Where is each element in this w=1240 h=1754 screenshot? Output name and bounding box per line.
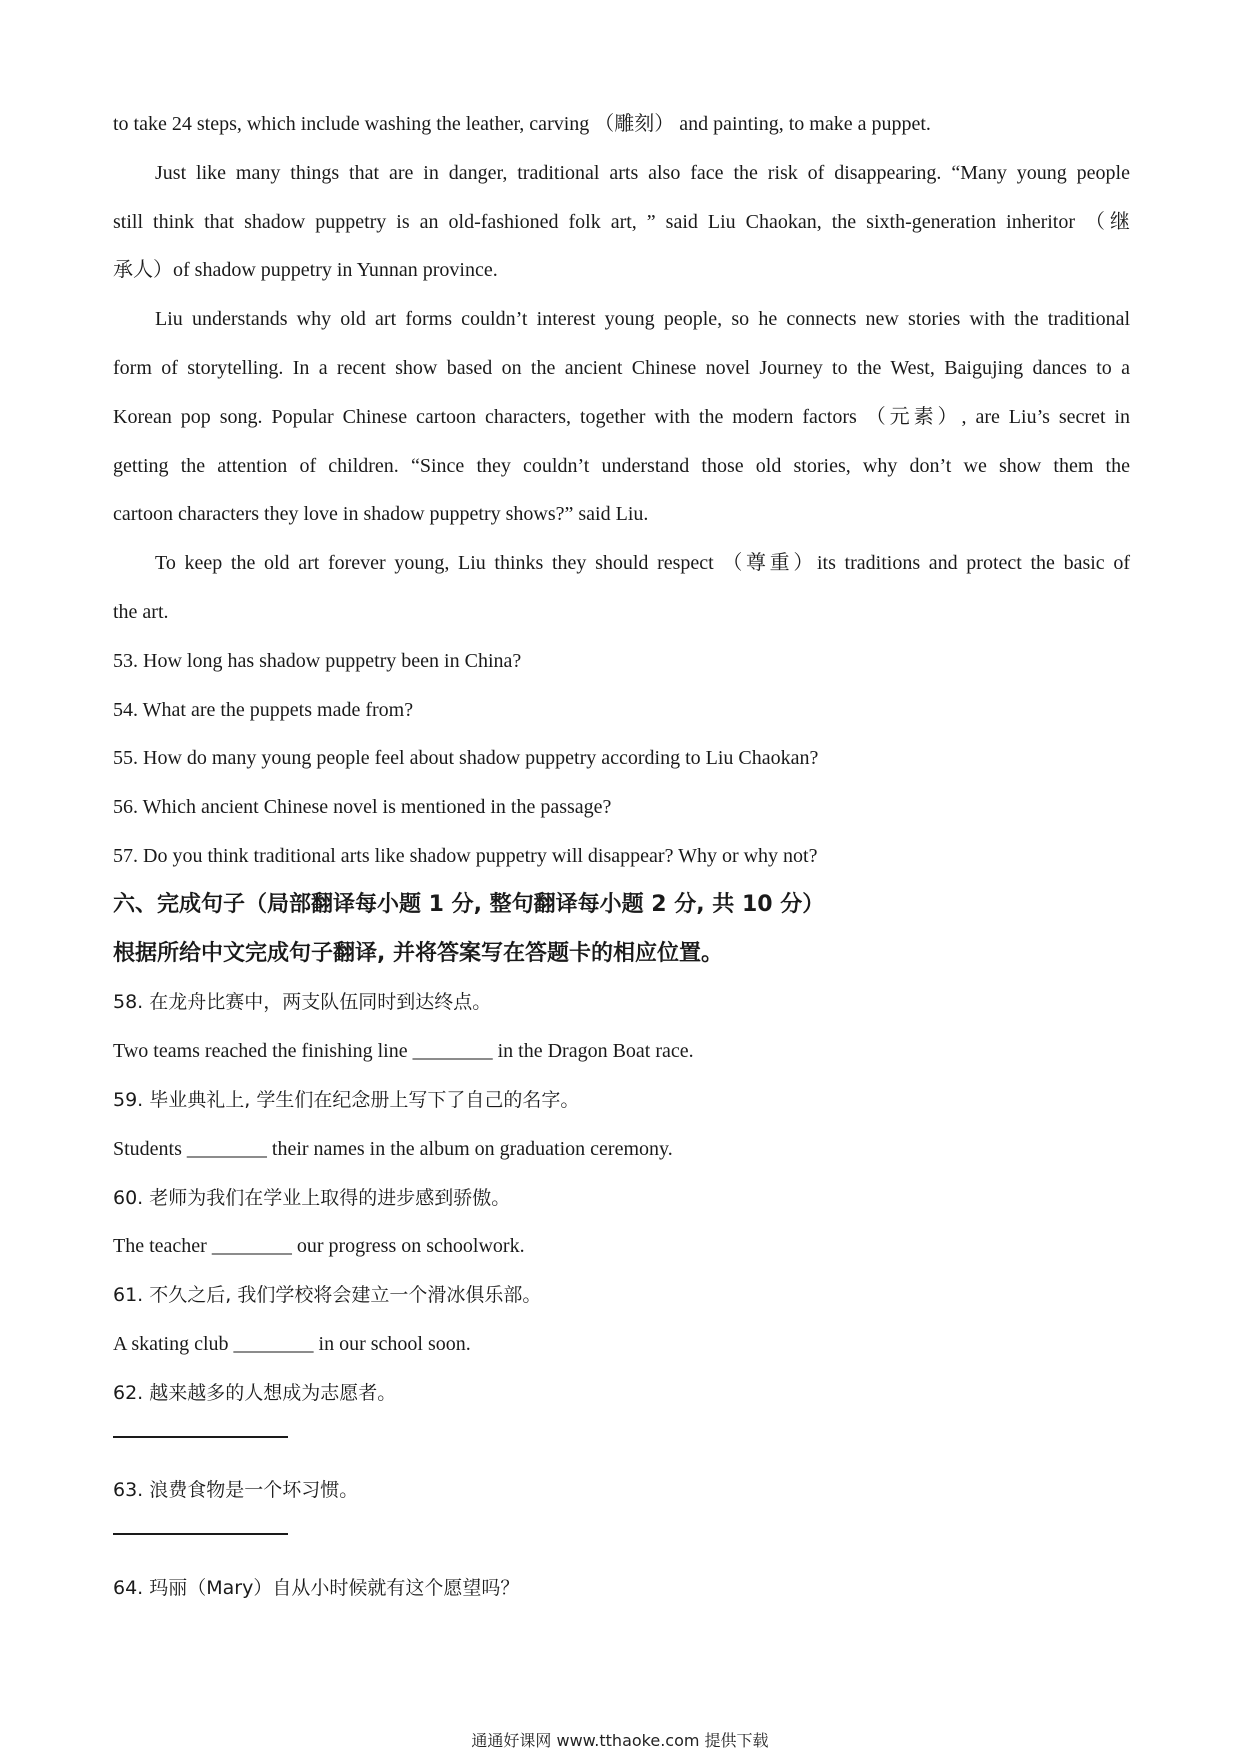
- translation-sentence: The teacher ________ our progress on schoolwork.: [113, 1235, 525, 1258]
- passage-line: 承人）of shadow puppetry in Yunnan province.: [113, 259, 498, 282]
- question-item: 57. Do you think traditional arts like shadow puppetry will disappear? Why or why not?: [113, 844, 818, 867]
- passage-line: the art.: [113, 600, 169, 623]
- translation-sentence: Two teams reached the finishing line ________ in the Dragon Boat race.: [113, 1040, 694, 1063]
- reading-passage: [113, 100, 1130, 637]
- passage-line: form of storytelling. In a recent show based on the ancient Chinese novel Journey to the West, Baigujing dances to a: [113, 356, 1130, 379]
- translation-prompt: 61. 不久之后, 我们学校将会建立一个滑冰俱乐部。: [113, 1284, 542, 1307]
- translation-prompt: 59. 毕业典礼上, 学生们在纪念册上写下了自己的名字。: [113, 1088, 580, 1111]
- passage-line: To keep the old art forever young, Liu thinks they should respect （尊重）its traditions and protect the basic of: [155, 552, 1130, 575]
- answer-blank-line: [113, 1533, 288, 1535]
- translation-sentence: A skating club ________ in our school soon.: [113, 1332, 471, 1355]
- passage-line: Korean pop song. Popular Chinese cartoon characters, together with the modern factors （元素）, are Liu’s secret in: [113, 405, 1130, 428]
- section-instruction: 根据所给中文完成句子翻译, 并将答案写在答题卡的相应位置。: [113, 940, 724, 966]
- translation-sentence: Students ________ their names in the album on graduation ceremony.: [113, 1137, 673, 1160]
- passage-line: Liu understands why old art forms couldn’t interest young people, so he connects new stories with the traditional: [155, 308, 1130, 331]
- document-page: [113, 100, 1130, 1613]
- passage-line: cartoon characters they love in shadow puppetry shows?” said Liu.: [113, 503, 649, 526]
- translation-prompt: 60. 老师为我们在学业上取得的进步感到骄傲。: [113, 1186, 511, 1209]
- answer-blank-line: [113, 1436, 288, 1438]
- translation-prompt: 64. 玛丽（Mary）自从小时候就有这个愿望吗？: [113, 1576, 520, 1599]
- question-item: 55. How do many young people feel about shadow puppetry according to Liu Chaokan?: [113, 747, 819, 770]
- question-item: 56. Which ancient Chinese novel is mentioned in the passage?: [113, 796, 612, 819]
- passage-line: to take 24 steps, which include washing the leather, carving （雕刻） and painting, to make a puppet.: [113, 113, 931, 135]
- section-title: 六、完成句子（局部翻译每小题 1 分, 整句翻译每小题 2 分, 共 10 分）: [113, 891, 825, 917]
- translation-prompt: 62. 越来越多的人想成为志愿者。: [113, 1381, 397, 1404]
- question-item: 53. How long has shadow puppetry been in China?: [113, 649, 522, 672]
- page-footer: 通通好课网 www.tthaoke.com 提供下载: [471, 1731, 769, 1750]
- question-list: [113, 637, 1130, 881]
- question-item: 54. What are the puppets made from?: [113, 698, 414, 721]
- translation-list: [113, 978, 1130, 1612]
- passage-line: still think that shadow puppetry is an old-fashioned folk art, ” said Liu Chaokan, the sixth-generation inheritor （继: [113, 210, 1130, 233]
- passage-line: getting the attention of children. “Since they couldn’t understand those old stories, why don’t we show them the: [113, 454, 1130, 477]
- translation-prompt: 58. 在龙舟比赛中，两支队伍同时到达终点。: [113, 991, 492, 1014]
- passage-line: Just like many things that are in danger, traditional arts also face the risk of disappearing. “Many young people: [155, 161, 1130, 184]
- translation-prompt: 63. 浪费食物是一个坏习惯。: [113, 1479, 359, 1502]
